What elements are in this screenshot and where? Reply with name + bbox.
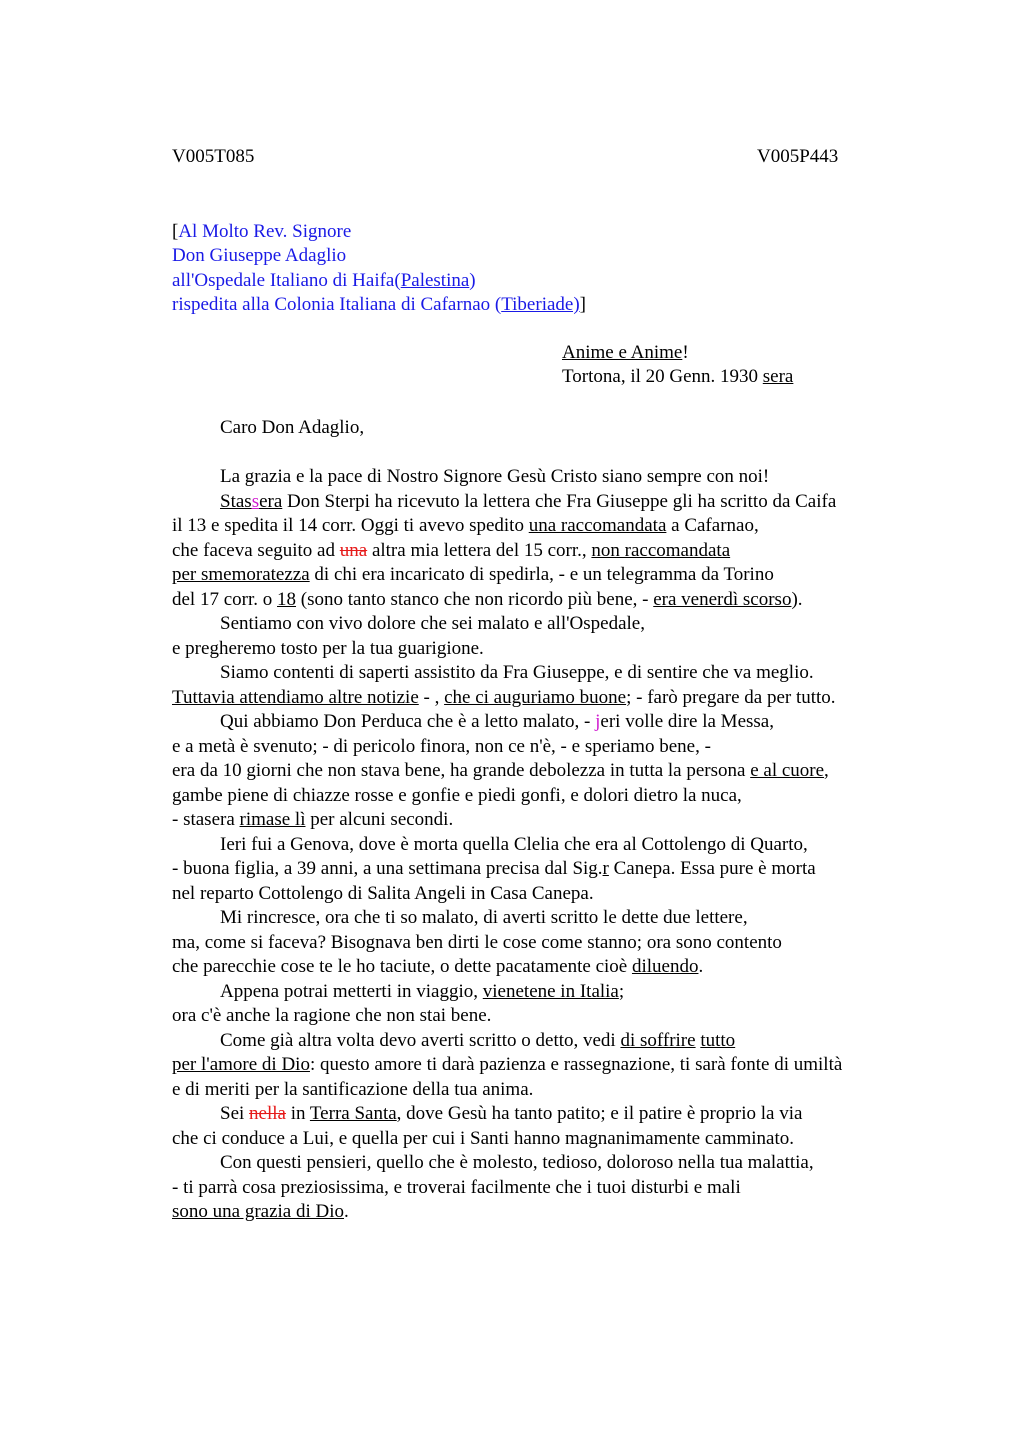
body-line: Sentiamo con vivo dolore che sei malato e all'Ospedale, bbox=[220, 613, 645, 634]
deleted-text: nella bbox=[249, 1103, 286, 1124]
body-line: e a metà è svenuto; - di pericolo finora, non ce n'è, - e speriamo bene, - bbox=[172, 736, 711, 757]
body-text: (sono tanto stanco che non ricordo più bene, - bbox=[296, 589, 654, 610]
body-line bbox=[220, 1102, 802, 1126]
body-text: - stasera bbox=[172, 809, 240, 830]
address-line-4 bbox=[172, 293, 586, 317]
body-line: gambe piene di chiazze rosse e gonfie e piedi gonfi, e dolori dietro la nuca, bbox=[172, 785, 742, 806]
address-place: Palestina bbox=[400, 270, 470, 291]
address-recipient-title: Al Molto Rev. Signore bbox=[178, 221, 352, 242]
address-place: Tiberiade) bbox=[501, 294, 580, 315]
body-line bbox=[172, 808, 453, 832]
underlined-text: per smemoratezza bbox=[172, 564, 310, 585]
correction-mark: j bbox=[595, 711, 601, 732]
body-text: ; bbox=[618, 981, 625, 1002]
underlined-text: sono una grazia di Dio bbox=[172, 1201, 345, 1222]
body-line: - ti parrà cosa preziosissima, e troverai facilmente che i tuoi disturbi e mali bbox=[172, 1177, 741, 1198]
underlined-text: Terra Santa bbox=[309, 1103, 397, 1124]
address-text: ) bbox=[469, 270, 476, 291]
underlined-text: che ci auguriamo buone bbox=[444, 687, 627, 708]
dateline bbox=[562, 366, 793, 388]
underlined-text: tutto bbox=[700, 1030, 736, 1051]
body-text: - buona figlia, a 39 anni, a una settimana precisa dal Sig. bbox=[172, 858, 603, 879]
body-line: nel reparto Cottolengo di Salita Angeli in Casa Canepa. bbox=[172, 883, 594, 904]
body-line bbox=[172, 955, 703, 979]
body-text: Don Sterpi ha ricevuto la lettera che Fra Giuseppe gli ha scritto da Caifa bbox=[282, 491, 837, 512]
dateline-text: Tortona, il 20 Genn. 1930 bbox=[562, 366, 763, 387]
body-line: Con questi pensieri, quello che è molesto, tedioso, doloroso nella tua malattia, bbox=[220, 1152, 814, 1173]
body-text: Sei bbox=[220, 1103, 250, 1124]
body-line bbox=[172, 1200, 349, 1224]
body-text: ; - farò pregare da per tutto. bbox=[626, 687, 836, 708]
body-line: e di meriti per la santificazione della tua anima. bbox=[172, 1079, 534, 1100]
body-line: ora c'è anche la ragione che non stai bene. bbox=[172, 1005, 492, 1026]
body-line bbox=[172, 563, 774, 587]
underlined-text: Tuttavia attendiamo altre notizie bbox=[172, 687, 419, 708]
underlined-text: per l'amore di Dio bbox=[172, 1054, 310, 1075]
underlined-text: r bbox=[602, 858, 609, 879]
body-text: , bbox=[824, 760, 829, 781]
body-line bbox=[172, 514, 759, 538]
body-text: di chi era incaricato di spedirla, - e un telegramma da Torino bbox=[309, 564, 774, 585]
body-text: Come già altra volta devo averti scritto o detto, vedi bbox=[220, 1030, 621, 1051]
body-line: che ci conduce a Lui, e quella per cui i Santi hanno magnanimamente camminato. bbox=[172, 1128, 795, 1149]
motto-punct: ! bbox=[682, 342, 689, 363]
underlined-text: rimase lì bbox=[239, 809, 306, 830]
body-text: Qui abbiamo Don Perduca che è a letto malato, - bbox=[220, 711, 596, 732]
motto-text: Anime e Anime bbox=[562, 342, 683, 363]
underlined-text: una raccomandata bbox=[528, 515, 667, 536]
underlined-text: 18 bbox=[277, 589, 297, 610]
bracket-open: [ bbox=[172, 221, 179, 242]
body-text: del 17 corr. o bbox=[172, 589, 278, 610]
body-line bbox=[172, 588, 803, 612]
body-line bbox=[220, 710, 774, 734]
body-line bbox=[172, 539, 730, 563]
salutation: Caro Don Adaglio, bbox=[220, 417, 365, 438]
body-line bbox=[220, 1029, 735, 1053]
bracket-close: ] bbox=[579, 294, 586, 315]
correction-mark: s bbox=[251, 491, 260, 512]
body-line: ma, come si faceva? Bisognava ben dirti le cose come stanno; ora sono contento bbox=[172, 932, 782, 953]
body-text: . bbox=[344, 1201, 349, 1222]
body-text: era da 10 giorni che non stava bene, ha grande debolezza in tutta la persona bbox=[172, 760, 751, 781]
underlined-text: era bbox=[259, 491, 283, 512]
address-text: rispedita alla Colonia Italiana di Cafarnao ( bbox=[172, 294, 502, 315]
body-line bbox=[172, 857, 816, 881]
body-text: eri volle dire la Messa, bbox=[600, 711, 774, 732]
underlined-text: di soffrire bbox=[620, 1030, 696, 1051]
document-code-right: V005P443 bbox=[757, 146, 839, 167]
body-text: . bbox=[698, 956, 704, 977]
address-text: all'Ospedale Italiano di Haifa( bbox=[172, 270, 401, 291]
body-line: La grazia e la pace di Nostro Signore Gesù Cristo siano sempre con noi! bbox=[220, 466, 770, 487]
body-text: : questo amore ti darà pazienza e rassegnazione, ti sarà fonte di umiltà bbox=[309, 1054, 843, 1075]
body-line: e pregheremo tosto per la tua guarigione. bbox=[172, 638, 484, 659]
address-line-1 bbox=[172, 220, 351, 244]
body-text: Canepa. Essa pure è morta bbox=[608, 858, 816, 879]
document-code-left: V005T085 bbox=[172, 146, 255, 167]
body-line bbox=[172, 686, 836, 710]
underlined-text: non raccomandata bbox=[591, 540, 731, 561]
body-text: - , bbox=[418, 687, 445, 708]
body-line bbox=[220, 490, 836, 514]
deleted-text: una bbox=[339, 540, 368, 561]
address-line-2: Don Giuseppe Adaglio bbox=[172, 245, 347, 266]
body-line: Mi rincresce, ora che ti so malato, di averti scritto le dette due lettere, bbox=[220, 907, 748, 928]
body-text: che parecchie cose te le ho taciute, o dette pacatamente cioè bbox=[172, 956, 632, 977]
body-text: Appena potrai metterti in viaggio, bbox=[220, 981, 483, 1002]
body-line bbox=[172, 759, 829, 783]
body-text: in bbox=[285, 1103, 310, 1124]
body-text: il 13 e spedita il 14 corr. Oggi ti avevo spedito bbox=[172, 515, 529, 536]
underlined-text: diluendo bbox=[631, 956, 699, 977]
underlined-text: Stas bbox=[220, 491, 252, 512]
body-line bbox=[172, 1053, 842, 1077]
body-line: Ieri fui a Genova, dove è morta quella Clelia che era al Cottolengo di Quarto, bbox=[220, 834, 808, 855]
body-text: ). bbox=[791, 589, 803, 610]
body-text: a Cafarnao, bbox=[666, 515, 759, 536]
body-text: che faceva seguito ad bbox=[172, 540, 340, 561]
underlined-text: era venerdì scorso bbox=[653, 589, 792, 610]
underlined-text: e al cuore bbox=[750, 760, 825, 781]
body-line bbox=[220, 980, 624, 1004]
body-text: per alcuni secondi. bbox=[305, 809, 454, 830]
underlined-text: vienetene in Italia bbox=[482, 981, 619, 1002]
motto bbox=[562, 342, 689, 364]
body-line: Siamo contenti di saperti assistito da Fra Giuseppe, e di sentire che va meglio. bbox=[220, 662, 814, 683]
body-text: altra mia lettera del 15 corr., bbox=[367, 540, 592, 561]
address-line-3 bbox=[172, 269, 476, 293]
body-text: , dove Gesù ha tanto patito; e il patire è proprio la via bbox=[396, 1103, 803, 1124]
dateline-time: sera bbox=[762, 366, 794, 387]
